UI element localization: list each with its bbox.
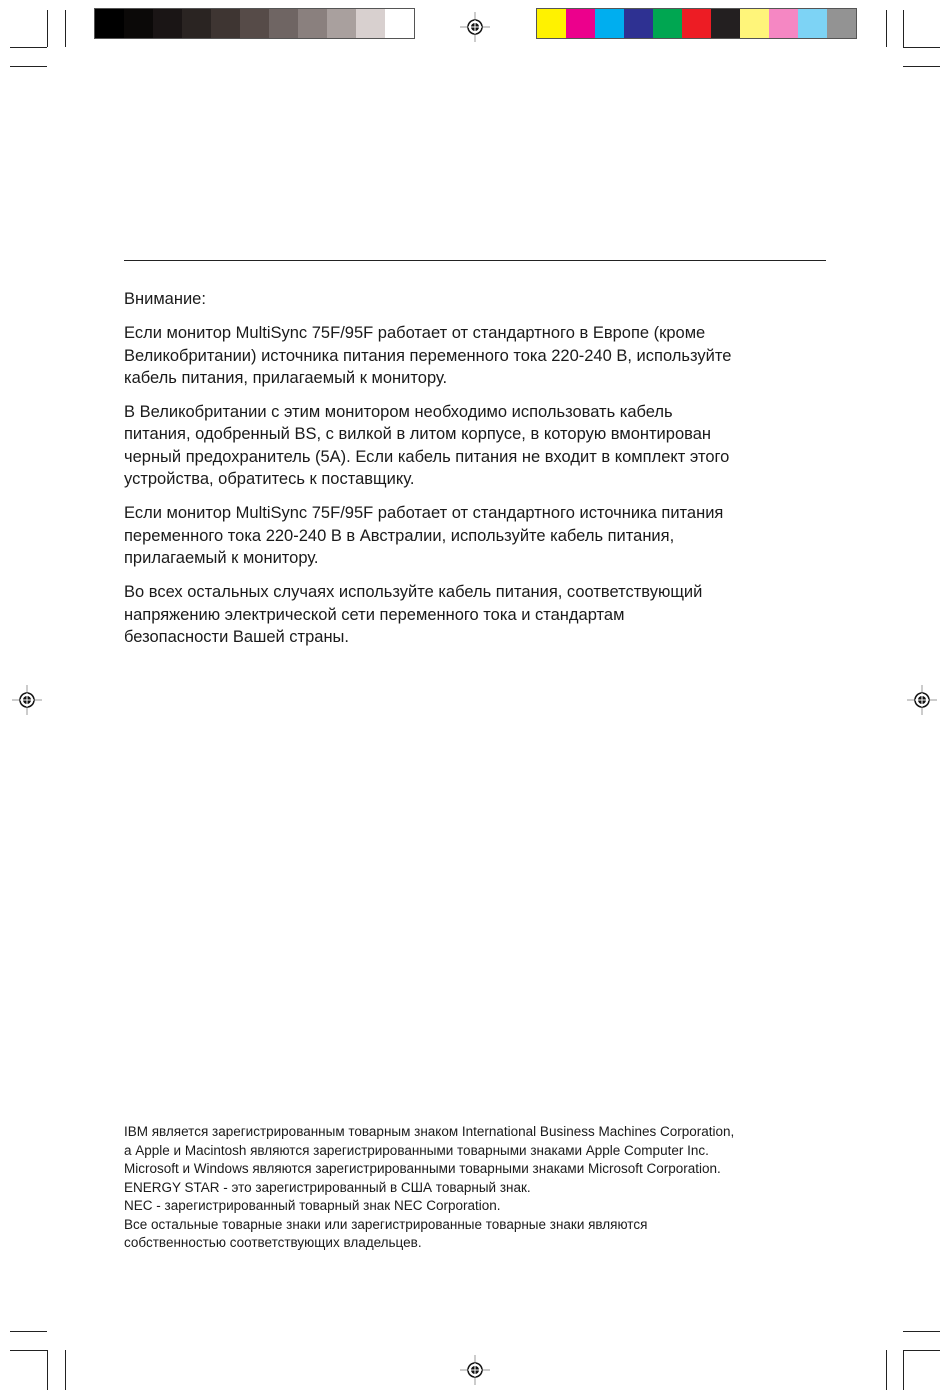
grayscale-color-bar xyxy=(94,8,415,39)
gray-swatch xyxy=(153,9,182,38)
gray-swatch xyxy=(356,9,385,38)
paragraph xyxy=(124,401,844,490)
registration-mark-icon xyxy=(12,685,42,715)
paragraph xyxy=(124,502,844,569)
paragraph xyxy=(124,322,844,389)
color-swatch xyxy=(624,9,653,38)
gray-swatch xyxy=(240,9,269,38)
text-line: питания, одобренный BS, с вилкой в литом корпусе, в которую вмонтирован xyxy=(124,425,711,444)
text-line: устройства, обратитесь к поставщику. xyxy=(124,470,415,489)
text-line: Великобритании) источника питания переменного тока 220-240 В, используйте xyxy=(124,346,732,365)
color-swatch xyxy=(682,9,711,38)
gray-swatch xyxy=(182,9,211,38)
registration-mark-icon xyxy=(460,1355,490,1385)
footer-line: а Apple и Macintosh являются зарегистрированными товарными знаками Apple Computer Inc. xyxy=(124,1142,709,1158)
text-line: переменного тока 220-240 В в Австралии, используйте кабель питания, xyxy=(124,526,675,545)
text-line: напряжению электрической сети переменного тока и стандартам xyxy=(124,605,625,624)
text-line: Если монитор MultiSync 75F/95F работает от стандартного в Европе (кроме xyxy=(124,324,706,343)
color-swatch xyxy=(537,9,566,38)
gray-swatch xyxy=(211,9,240,38)
warning-section xyxy=(124,288,844,660)
registration-mark-icon xyxy=(907,685,937,715)
text-line: прилагаемый к монитору. xyxy=(124,548,319,567)
gray-swatch xyxy=(298,9,327,38)
gray-swatch xyxy=(327,9,356,38)
footer-line: собственностью соответствующих владельцев. xyxy=(124,1235,422,1250)
footer-line: Microsoft и Windows являются зарегистрированными товарными знаками Microsoft Corporation. xyxy=(124,1161,721,1176)
color-swatch xyxy=(653,9,682,38)
process-color-bar xyxy=(536,8,857,39)
gray-swatch xyxy=(124,9,153,38)
color-swatch xyxy=(769,9,798,38)
warning-heading: Внимание: xyxy=(124,290,206,308)
text-line: безопасности Вашей страны. xyxy=(124,627,350,646)
color-swatch xyxy=(711,9,740,38)
color-swatch xyxy=(595,9,624,38)
footer-line: IBM является зарегистрированным товарным знаком International Business Machines Corporation, xyxy=(124,1124,735,1139)
text-line: Во всех остальных случаях используйте кабель питания, соответствующий xyxy=(124,583,703,602)
color-swatch xyxy=(740,9,769,38)
footer-line: NEC - зарегистрированный товарный знак NEC Corporation. xyxy=(124,1198,501,1213)
color-swatch xyxy=(798,9,827,38)
trademark-notice xyxy=(124,1123,734,1253)
paragraph xyxy=(124,581,844,648)
color-swatch xyxy=(566,9,595,38)
text-line: черный предохранитель (5А). Если кабель питания не входит в комплект этого xyxy=(124,447,730,466)
text-line: кабель питания, прилагаемый к монитору. xyxy=(124,368,448,387)
footer-line: Все остальные товарные знаки или зарегистрированные товарные знаки являются xyxy=(124,1216,648,1232)
color-swatch xyxy=(827,9,856,38)
text-line: Если монитор MultiSync 75F/95F работает от стандартного источника питания xyxy=(124,504,724,523)
horizontal-rule xyxy=(124,260,826,261)
gray-swatch xyxy=(269,9,298,38)
footer-line: ENERGY STAR - это зарегистрированный в США товарный знак. xyxy=(124,1179,531,1195)
gray-swatch xyxy=(95,9,124,38)
gray-swatch xyxy=(385,9,414,38)
text-line: В Великобритании с этим монитором необходимо использовать кабель xyxy=(124,403,673,422)
registration-mark-icon xyxy=(460,12,490,42)
